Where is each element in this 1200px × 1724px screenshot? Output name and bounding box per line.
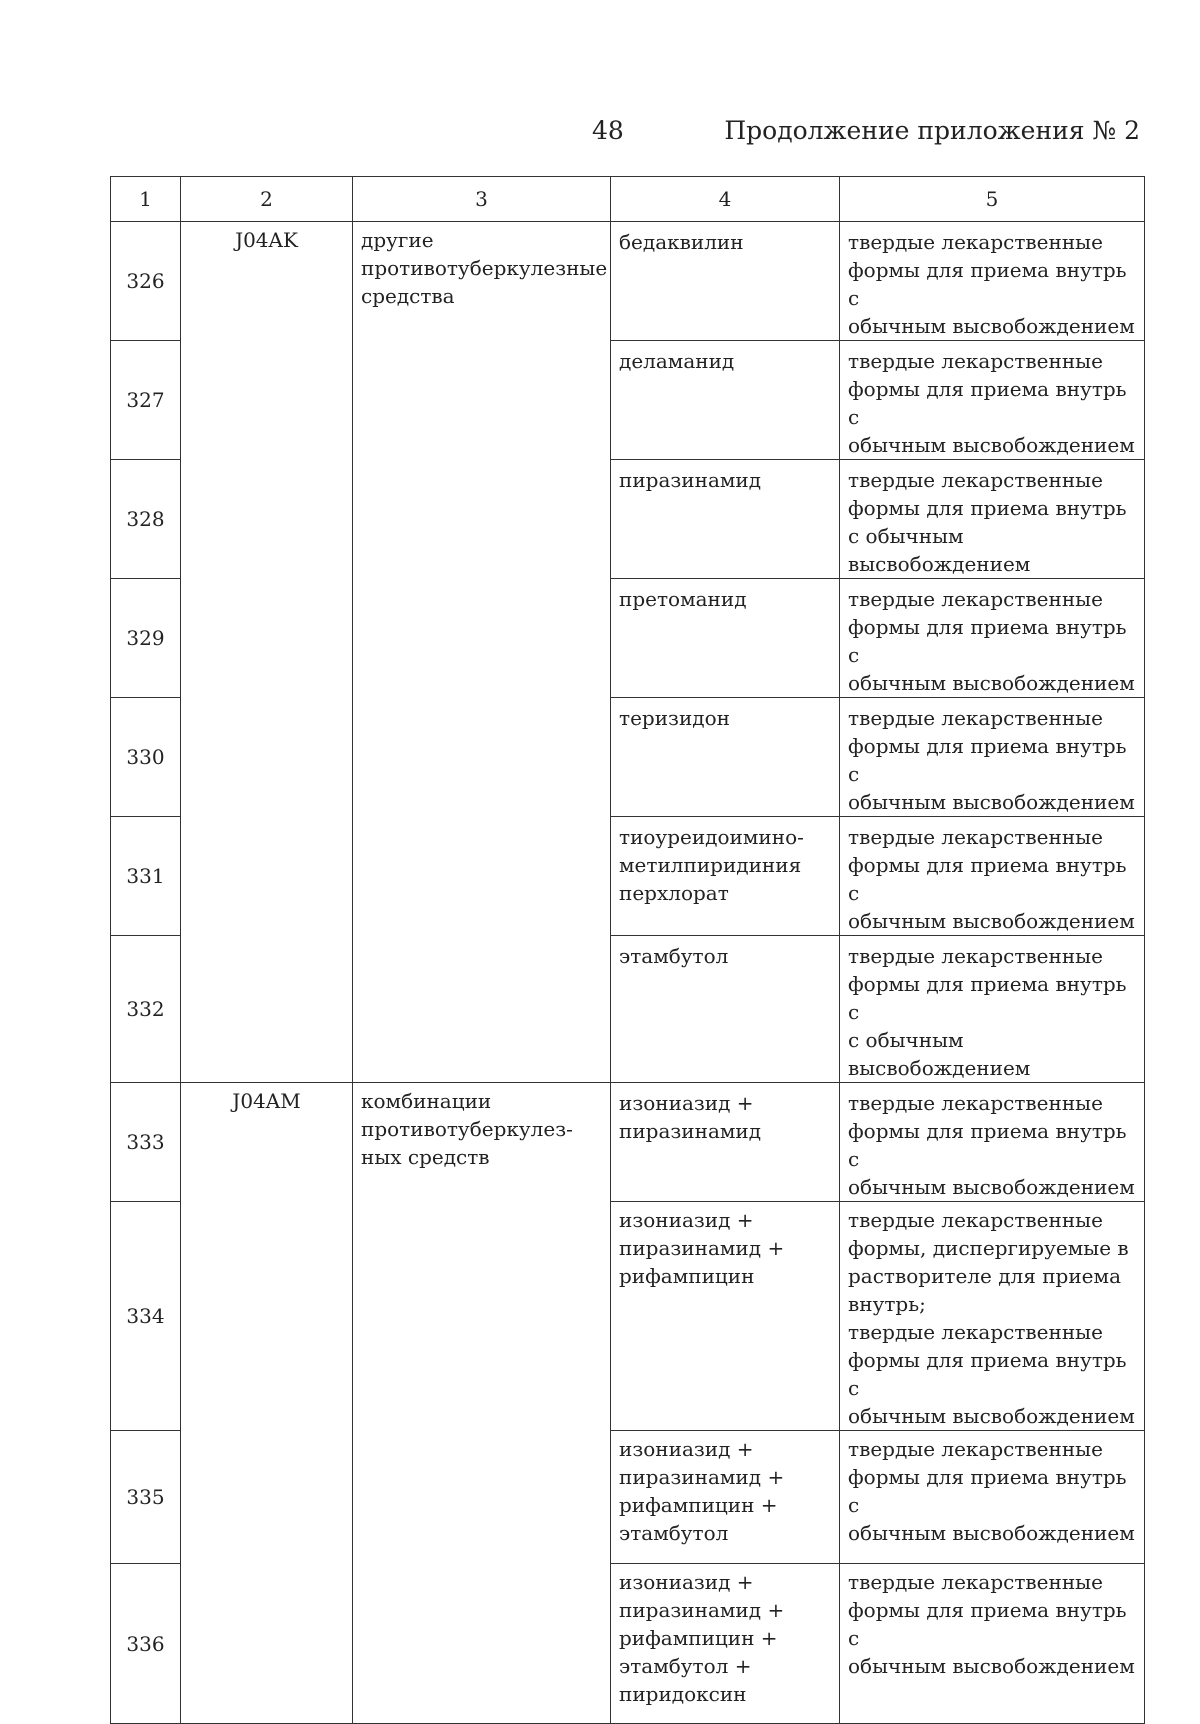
- row-number: 331: [111, 817, 181, 936]
- row-number: 333: [111, 1083, 181, 1202]
- medicine-name: этамбутол: [611, 936, 840, 1083]
- page-header: [0, 112, 1200, 152]
- row-number: 328: [111, 460, 181, 579]
- group-name: комбинации противотуберкулез- ных средств: [353, 1083, 611, 1724]
- dosage-form: твердые лекарственные формы для приема внутрь с обычным высвобождением: [840, 341, 1145, 460]
- row-number: 326: [111, 222, 181, 341]
- medicine-name: изониазид + пиразинамид + рифампицин + этамбутол + пиридоксин: [611, 1564, 840, 1724]
- dosage-form: твердые лекарственные формы для приема внутрь с обычным высвобождением: [840, 698, 1145, 817]
- page-number: 48: [592, 116, 624, 145]
- atc-code: J04AK: [181, 222, 353, 1083]
- dosage-form: твердые лекарственные формы для приема внутрь с обычным высвобождением: [840, 579, 1145, 698]
- medicine-name: деламанид: [611, 341, 840, 460]
- dosage-form: твердые лекарственные формы для приема внутрь с обычным высвобождением: [840, 1564, 1145, 1724]
- dosage-form: твердые лекарственные формы, диспергируемые в растворителе для приема внутрь; твердые лекарственные формы для приема внутрь с обычным высвобождением: [840, 1202, 1145, 1431]
- medicine-name: претоманид: [611, 579, 840, 698]
- row-number: 327: [111, 341, 181, 460]
- medicine-name: теризидон: [611, 698, 840, 817]
- medicine-name: изониазид + пиразинамид + рифампицин: [611, 1202, 840, 1431]
- column-header: 5: [840, 177, 1145, 222]
- medicine-name: пиразинамид: [611, 460, 840, 579]
- dosage-form: твердые лекарственные формы для приема внутрь с обычным высвобождением: [840, 817, 1145, 936]
- row-number: 329: [111, 579, 181, 698]
- table-row: [111, 222, 1145, 341]
- dosage-form: твердые лекарственные формы для приема внутрь с с обычным высвобождением: [840, 936, 1145, 1083]
- column-header: 3: [353, 177, 611, 222]
- row-number: 332: [111, 936, 181, 1083]
- column-header: 4: [611, 177, 840, 222]
- dosage-form: твердые лекарственные формы для приема внутрь с обычным высвобождением: [840, 1083, 1145, 1202]
- appendix-title: Продолжение приложения № 2: [724, 116, 1140, 145]
- dosage-form: твердые лекарственные формы для приема внутрь с обычным высвобождением: [840, 1431, 1145, 1564]
- table-header-row: [111, 177, 1145, 222]
- medicines-table: [110, 176, 1145, 1724]
- group-name: другие противотуберкулезные средства: [353, 222, 611, 1083]
- dosage-form: твердые лекарственные формы для приема внутрь с обычным высвобождением: [840, 222, 1145, 341]
- table-row: [111, 1083, 1145, 1202]
- atc-code: J04AM: [181, 1083, 353, 1724]
- column-header: 2: [181, 177, 353, 222]
- row-number: 335: [111, 1431, 181, 1564]
- medicine-name: изониазид + пиразинамид + рифампицин + этамбутол: [611, 1431, 840, 1564]
- column-header: 1: [111, 177, 181, 222]
- medicine-name: изониазид + пиразинамид: [611, 1083, 840, 1202]
- medicine-name: тиоуреидоимино- метилпиридиния перхлорат: [611, 817, 840, 936]
- medicine-name: бедаквилин: [611, 222, 840, 341]
- row-number: 334: [111, 1202, 181, 1431]
- row-number: 336: [111, 1564, 181, 1724]
- row-number: 330: [111, 698, 181, 817]
- dosage-form: твердые лекарственные формы для приема внутрь с обычным высвобождением: [840, 460, 1145, 579]
